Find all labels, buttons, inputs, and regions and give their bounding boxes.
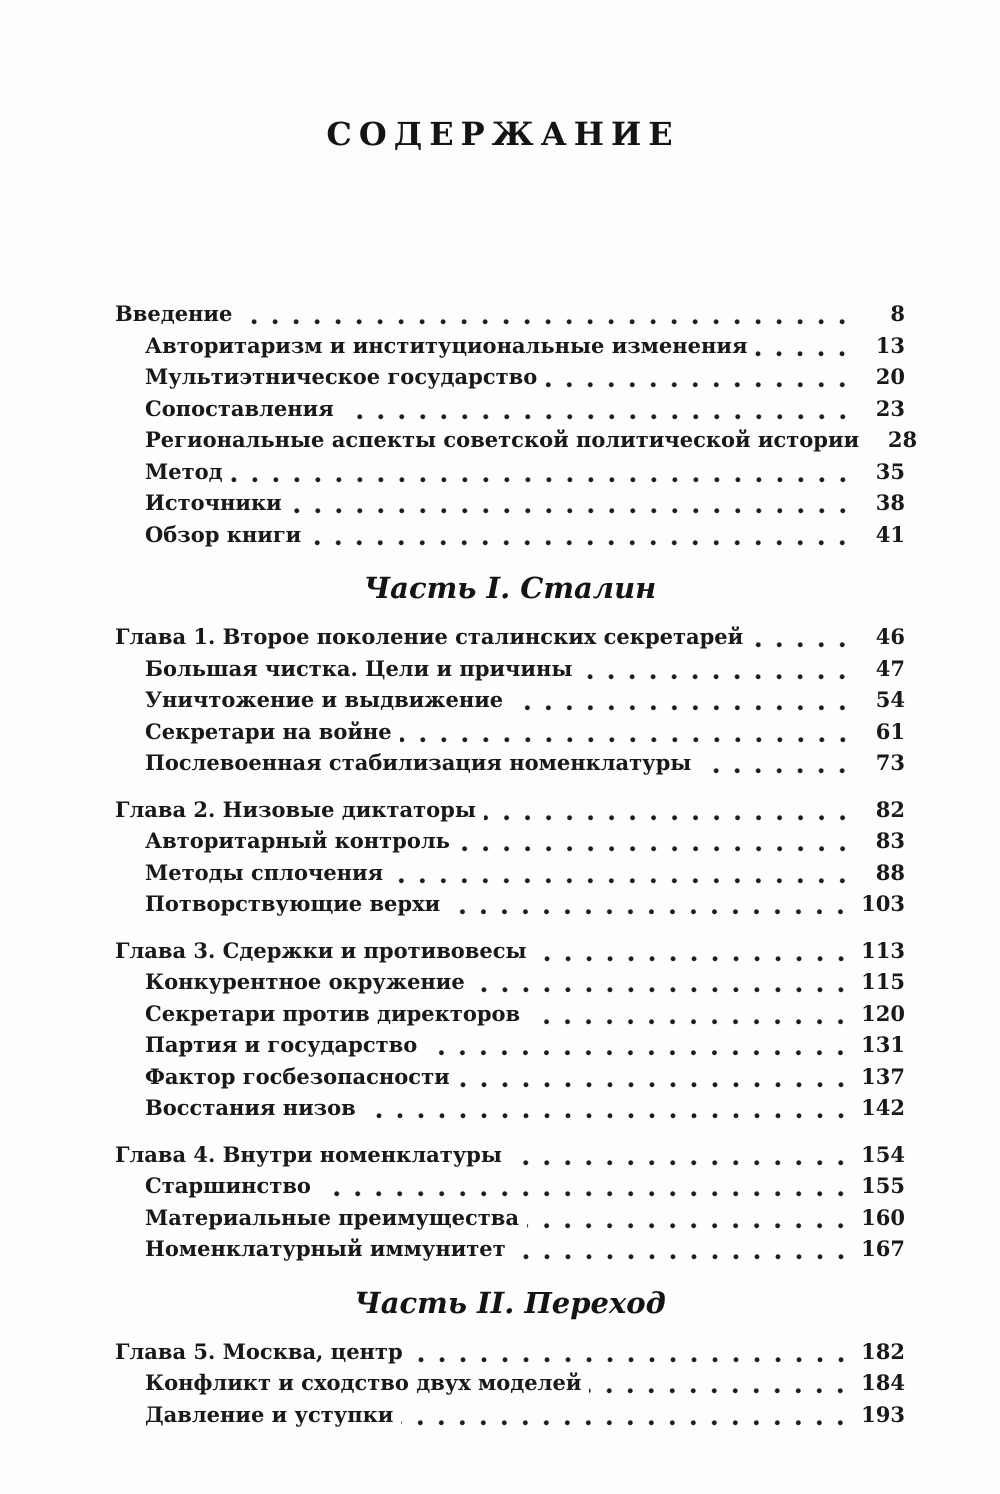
page-number: 131 (861, 1032, 905, 1057)
toc-entry-label: Потворствующие верхи (145, 891, 441, 916)
toc-entry-label: Метод (145, 458, 223, 484)
dot-leader (458, 1061, 853, 1093)
page-number: 47 (875, 655, 905, 681)
page-number: 182 (861, 1338, 905, 1364)
toc-section-row (145, 1029, 905, 1061)
toc-entry-label: Секретари на войне (145, 718, 392, 744)
toc-entry-label: Региональные аспекты советской политической истории (145, 427, 860, 452)
page-number: 155 (861, 1173, 905, 1198)
toc-entry-label: Глава 5. Москва, центр (115, 1338, 403, 1364)
toc-entry-label: Партия и государство (145, 1032, 418, 1057)
toc-entry-label: Методы сплочения (145, 859, 384, 885)
page-number: 46 (875, 624, 905, 649)
toc-entry-label: Глава 3. Сдержки и противовесы (115, 937, 527, 963)
page-number: 154 (861, 1141, 905, 1167)
toc-entry-label: Мультиэтническое государство (145, 364, 538, 389)
toc-entry-label: Уничтожение и выдвижение (145, 687, 504, 712)
page-number: 160 (861, 1204, 905, 1230)
page-number: 38 (875, 490, 905, 515)
toc-entry-label: Давление и уступки (145, 1401, 394, 1427)
toc-section-row (145, 684, 905, 716)
page-number: 82 (875, 796, 905, 822)
dot-leader (290, 487, 855, 519)
toc-section-row (145, 1202, 905, 1234)
toc-entry-label: Номенклатурный иммунитет (145, 1236, 506, 1261)
dot-leader (309, 519, 855, 551)
dot-leader (231, 456, 855, 488)
toc-section-row (145, 1233, 905, 1265)
dot-leader (528, 998, 853, 1030)
toc-section-row (145, 1399, 905, 1431)
toc-section-row (145, 966, 905, 998)
toc-entry-label: Источники (145, 490, 282, 515)
page-number: 193 (861, 1401, 905, 1427)
page-number: 142 (861, 1095, 905, 1120)
dot-leader (535, 935, 854, 967)
dot-leader (401, 1399, 853, 1431)
page-number: 103 (861, 891, 905, 916)
dot-leader (319, 1170, 853, 1202)
toc-entry-label: Старшинство (145, 1173, 311, 1198)
toc-section-row (145, 1061, 905, 1093)
page-number: 120 (861, 1000, 905, 1026)
toc-section-row (145, 825, 905, 857)
toc-section-row (145, 424, 918, 456)
page-number: 8 (890, 301, 905, 326)
toc-section-row (145, 487, 905, 519)
toc-entry-label: Фактор госбезопасности (145, 1063, 450, 1089)
page-number: 54 (875, 687, 905, 712)
page-number: 83 (875, 828, 905, 853)
toc-section-row (145, 998, 905, 1030)
toc-section-row (145, 330, 905, 362)
toc-section-row (145, 653, 905, 685)
dot-leader (391, 857, 855, 889)
dot-leader (589, 1367, 853, 1399)
dot-leader (510, 1139, 853, 1171)
part-heading: Часть II. Переход (354, 1285, 666, 1320)
toc-chapter-row (115, 935, 905, 967)
dot-leader (580, 653, 855, 685)
dot-leader (511, 684, 855, 716)
page-number: 23 (875, 395, 905, 421)
page-number: 13 (875, 332, 905, 358)
dot-leader (484, 794, 855, 826)
contents-title: СОДЕРЖАНИЕ (326, 115, 680, 153)
toc-chapter-row (115, 621, 905, 653)
page-number: 41 (875, 521, 905, 547)
dot-leader (400, 716, 855, 748)
page-number: 167 (861, 1236, 905, 1261)
toc-section-row (145, 393, 905, 425)
toc-section-row (145, 1367, 905, 1399)
page-number: 88 (875, 859, 905, 885)
page-number: 184 (861, 1370, 905, 1395)
toc-chapter-row (115, 1139, 905, 1171)
toc-entry-label: Конфликт и сходство двух моделей (145, 1370, 582, 1395)
dot-leader (342, 393, 855, 425)
toc-chapter-row (115, 794, 905, 826)
toc-section-row (145, 1092, 905, 1124)
dot-leader (240, 298, 855, 330)
dot-leader (411, 1336, 854, 1368)
dot-leader (527, 1202, 853, 1234)
toc-section-row (145, 519, 905, 551)
toc-entry-label: Сопоставления (145, 395, 334, 421)
dot-leader (364, 1092, 853, 1124)
page-number: 113 (861, 937, 905, 963)
toc (115, 298, 918, 1430)
dot-leader (514, 1233, 853, 1265)
toc-entry-label: Введение (115, 301, 233, 326)
toc-entry-label: Восстания низов (145, 1095, 356, 1120)
toc-entry-label: Авторитарный контроль (145, 828, 450, 853)
toc-entry-label: Секретари против директоров (145, 1000, 521, 1026)
dot-leader (458, 825, 855, 857)
dot-leader (751, 621, 855, 653)
toc-section-row (145, 857, 905, 889)
toc-chapter-row (115, 298, 905, 330)
toc-section-row (145, 747, 905, 779)
dot-leader (425, 1029, 853, 1061)
page-number: 73 (875, 750, 905, 775)
page-number: 35 (875, 458, 905, 484)
page-number: 61 (875, 718, 905, 744)
toc-entry-label: Материальные преимущества (145, 1204, 520, 1230)
dot-leader (545, 361, 855, 393)
part-heading: Часть I. Сталин (363, 571, 657, 605)
toc-section-row (145, 888, 905, 920)
dot-leader (755, 330, 855, 362)
toc-entry-label: Глава 2. Низовые диктаторы (115, 796, 476, 822)
toc-entry-label: Конкурентное окружение (145, 969, 465, 994)
toc-section-row (145, 716, 905, 748)
toc-entry-label: Послевоенная стабилизация номенклатуры (145, 750, 692, 775)
toc-entry-label: Авторитаризм и институциональные изменения (145, 332, 748, 358)
page-number: 115 (861, 969, 905, 994)
toc-section-row (145, 361, 905, 393)
dot-leader (473, 966, 853, 998)
toc-section-row (145, 1170, 905, 1202)
page-number: 28 (887, 427, 918, 452)
toc-entry-label: Обзор книги (145, 521, 302, 547)
toc-section-row (145, 456, 905, 488)
toc-entry-label: Глава 4. Внутри номенклатуры (115, 1141, 502, 1167)
page-number: 20 (875, 364, 905, 389)
toc-chapter-row (115, 1336, 905, 1368)
toc-entry-label: Глава 1. Второе поколение сталинских секретарей (115, 624, 744, 649)
dot-leader (448, 888, 853, 920)
toc-entry-label: Большая чистка. Цели и причины (145, 655, 573, 681)
page-number: 137 (861, 1063, 905, 1089)
dot-leader (699, 747, 855, 779)
